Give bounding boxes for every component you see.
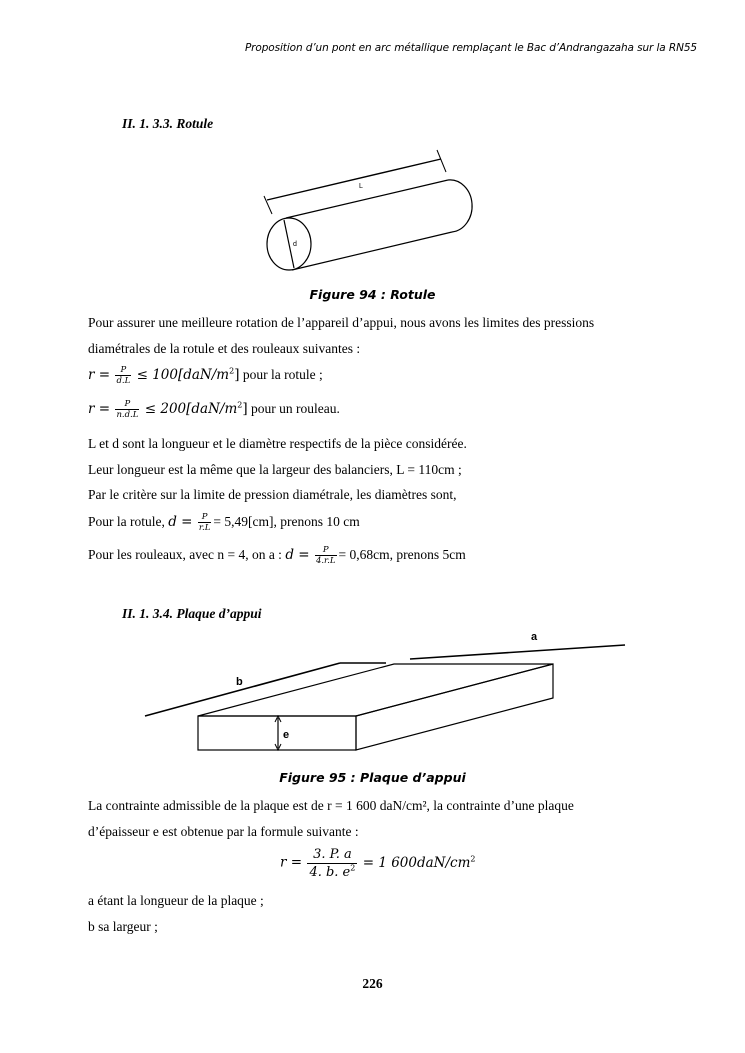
plate-front-face xyxy=(198,716,356,750)
dimension-line-b xyxy=(145,663,340,716)
paragraph-line: Par le critère sur la limite de pression diamétrale, les diamètres sont, xyxy=(88,487,457,502)
dimension-label-L: L xyxy=(359,183,363,190)
plate-top-face xyxy=(198,664,553,716)
dimension-label-e: e xyxy=(283,729,290,741)
diameter-rouleaux-line: Pour les rouleaux, avec n = 4, on a : d = $\frac{P}{4.r.L}$ = 0,68cm, prenons 5cm xyxy=(88,545,466,567)
equation-rotule: r = $\frac{P}{d.L}$ ≤ $100[daN/m^2]$ pour la rotule ; xyxy=(88,365,323,387)
dimension-label-a: a xyxy=(531,631,538,643)
paragraph-line: d’épaisseur e est obtenue par la formule suivante : xyxy=(88,824,359,839)
section-title-rotule: II. 1. 3.3. Rotule xyxy=(122,116,214,131)
page-number: 226 xyxy=(362,976,383,991)
plate-side-face xyxy=(356,664,553,750)
paragraph-line: Pour assurer une meilleure rotation de l’appareil d’appui, nous avons les limites des pressions xyxy=(88,315,595,330)
diameter-rotule-line: Pour la rotule, d = $\frac{P}{r.L}$ = 5,49[cm], prenons 10 cm xyxy=(88,512,360,534)
paragraph-line: a étant la longueur de la plaque ; xyxy=(88,893,264,908)
dimension-label-b: b xyxy=(236,676,243,688)
paragraph-line: Leur longueur est la même que la largeur des balanciers, L = 110cm ; xyxy=(88,462,462,477)
equation-rouleau: r = $\frac{P}{n.d.L}$ ≤ $200[daN/m^2]$ pour un rouleau. xyxy=(88,399,340,421)
equation-plaque: r = $\frac{3. P. a}{4. b. e^2}$ = 1 $600daN/cm^2$ xyxy=(280,847,476,880)
paragraph-line: b sa largeur ; xyxy=(88,919,158,934)
figure-caption-94: Figure 94 : Rotule xyxy=(309,287,436,302)
running-header: Proposition d’un pont en arc métallique remplaçant le Bac d’Andrangazaha sur la RN55 xyxy=(244,42,697,54)
section-title-plaque: II. 1. 3.4. Plaque d’appui xyxy=(122,606,262,621)
paragraph-line: La contrainte admissible de la plaque est de r = 1 600 daN/cm², la contrainte d’une plaque xyxy=(88,798,574,813)
dimension-label-d: d xyxy=(293,241,297,248)
paragraph-line: diamétrales de la rotule et des rouleaux suivantes : xyxy=(88,341,361,356)
paragraph-line: L et d sont la longueur et le diamètre respectifs de la pièce considérée. xyxy=(88,436,467,451)
dimension-line-a xyxy=(410,645,625,659)
figure-caption-95: Figure 95 : Plaque d’appui xyxy=(279,770,466,785)
